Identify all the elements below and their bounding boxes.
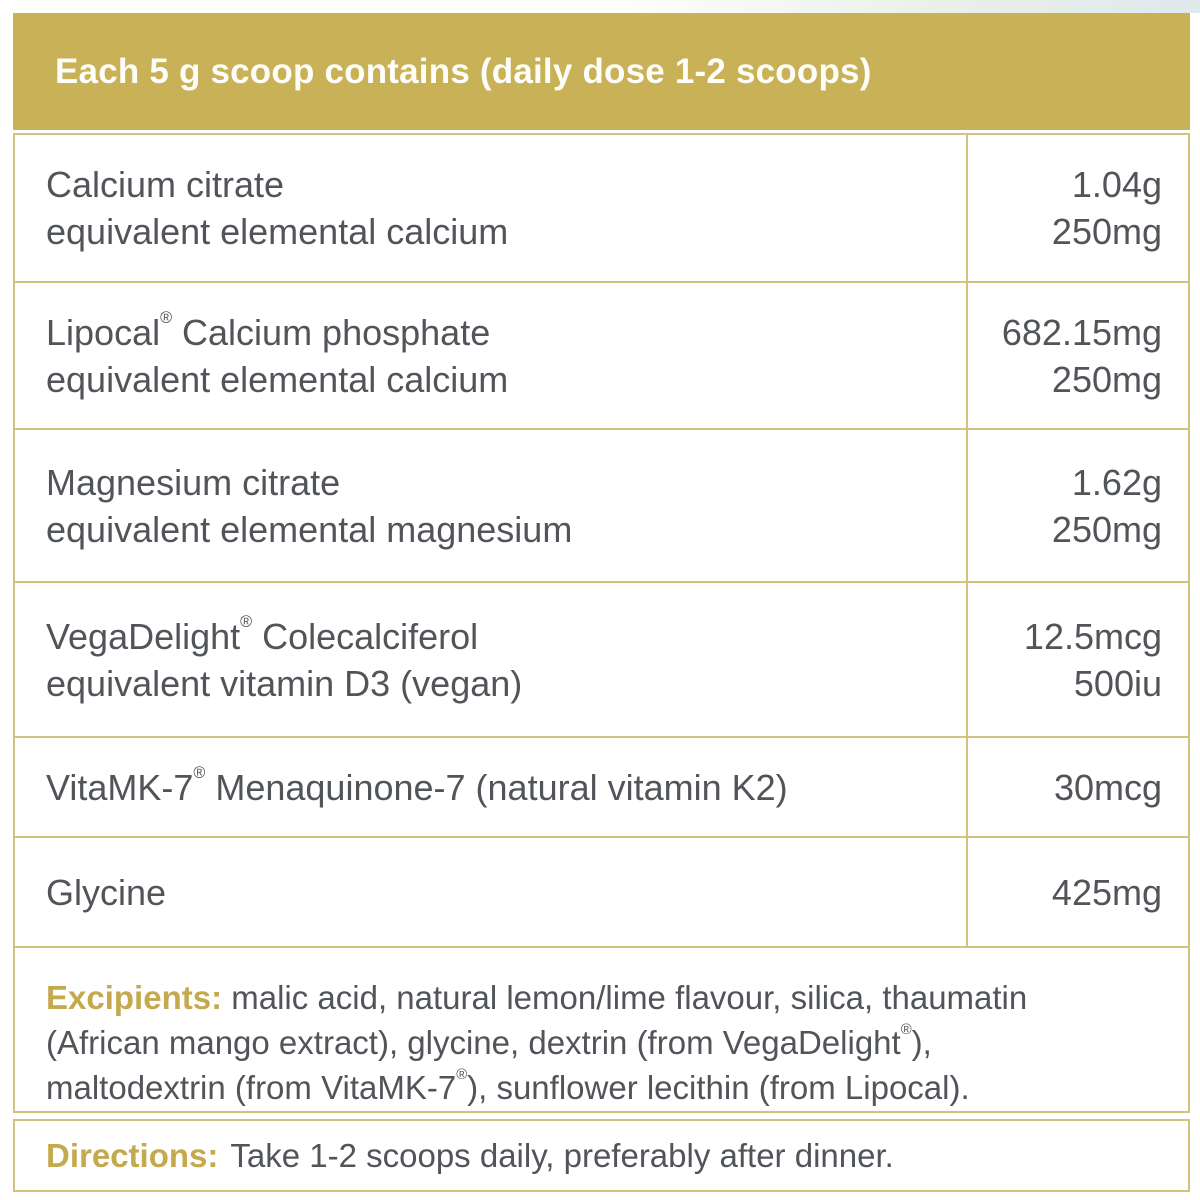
top-edge-strip xyxy=(0,0,1200,13)
table-row xyxy=(15,838,1188,948)
ingredient-name-cell xyxy=(15,738,966,836)
excipients-line xyxy=(46,975,1154,1020)
table-row xyxy=(15,135,1188,283)
ingredient-name-cell xyxy=(15,838,966,946)
ingredient-equivalent: equivalent elemental calcium xyxy=(46,358,509,400)
panel-header xyxy=(13,13,1190,130)
ingredient-name: Lipocal® Calcium phosphate xyxy=(46,308,491,353)
ingredient-name-cell xyxy=(15,430,966,581)
ingredient-amount-cell xyxy=(966,838,1188,946)
table-row xyxy=(15,738,1188,838)
amount-value: 425mg xyxy=(1051,871,1162,913)
amount-equivalent: 250mg xyxy=(1051,508,1162,550)
ingredient-equivalent: equivalent elemental calcium xyxy=(46,211,509,252)
ingredient-equivalent: equivalent elemental magnesium xyxy=(46,508,573,550)
ingredient-name-cell xyxy=(15,583,966,736)
excipients-section xyxy=(15,948,1188,1111)
amount-value: 12.5mcg xyxy=(1023,615,1162,657)
excipients-label: Excipients: xyxy=(46,979,223,1016)
amount-value: 1.04g xyxy=(1071,164,1162,205)
ingredient-amount-cell xyxy=(966,738,1188,836)
amount-equivalent: 250mg xyxy=(1051,211,1162,252)
ingredient-name: VegaDelight® Colecalciferol xyxy=(46,612,479,657)
ingredient-amount-cell xyxy=(966,430,1188,581)
ingredient-name: Glycine xyxy=(46,871,167,913)
directions-label: Directions: xyxy=(46,1136,219,1174)
amount-value: 30mcg xyxy=(1053,766,1162,808)
ingredient-name-cell xyxy=(15,283,966,428)
amount-value: 682.15mg xyxy=(1001,311,1162,353)
ingredient-name: Calcium citrate xyxy=(46,164,285,205)
ingredient-amount-cell xyxy=(966,135,1188,281)
excipients-text-line: malic acid, natural lemon/lime flavour, silica, thaumatin xyxy=(231,979,1028,1016)
table-row xyxy=(15,283,1188,430)
directions-text: Take 1-2 scoops daily, preferably after dinner. xyxy=(230,1136,894,1174)
table-row xyxy=(15,583,1188,738)
amount-equivalent: 250mg xyxy=(1051,358,1162,400)
excipients-text-line: (African mango extract), glycine, dextrin (from VegaDelight®), xyxy=(46,1021,932,1061)
ingredient-equivalent: equivalent vitamin D3 (vegan) xyxy=(46,662,523,704)
amount-equivalent: 500iu xyxy=(1073,662,1162,704)
table-row xyxy=(15,430,1188,583)
ingredient-name: Magnesium citrate xyxy=(46,461,341,503)
ingredient-amount-cell xyxy=(966,283,1188,428)
ingredient-name-cell xyxy=(15,135,966,281)
panel-title: Each 5 g scoop contains (daily dose 1-2 scoops) xyxy=(55,51,872,91)
directions-section xyxy=(13,1119,1190,1192)
amount-value: 1.62g xyxy=(1071,461,1162,503)
ingredients-table xyxy=(13,133,1190,1113)
ingredient-name: VitaMK-7® Menaquinone-7 (natural vitamin K2) xyxy=(46,763,788,808)
excipients-text-line: maltodextrin (from VitaMK-7®), sunflower lecithin (from Lipocal). xyxy=(46,1066,970,1106)
ingredient-amount-cell xyxy=(966,583,1188,736)
